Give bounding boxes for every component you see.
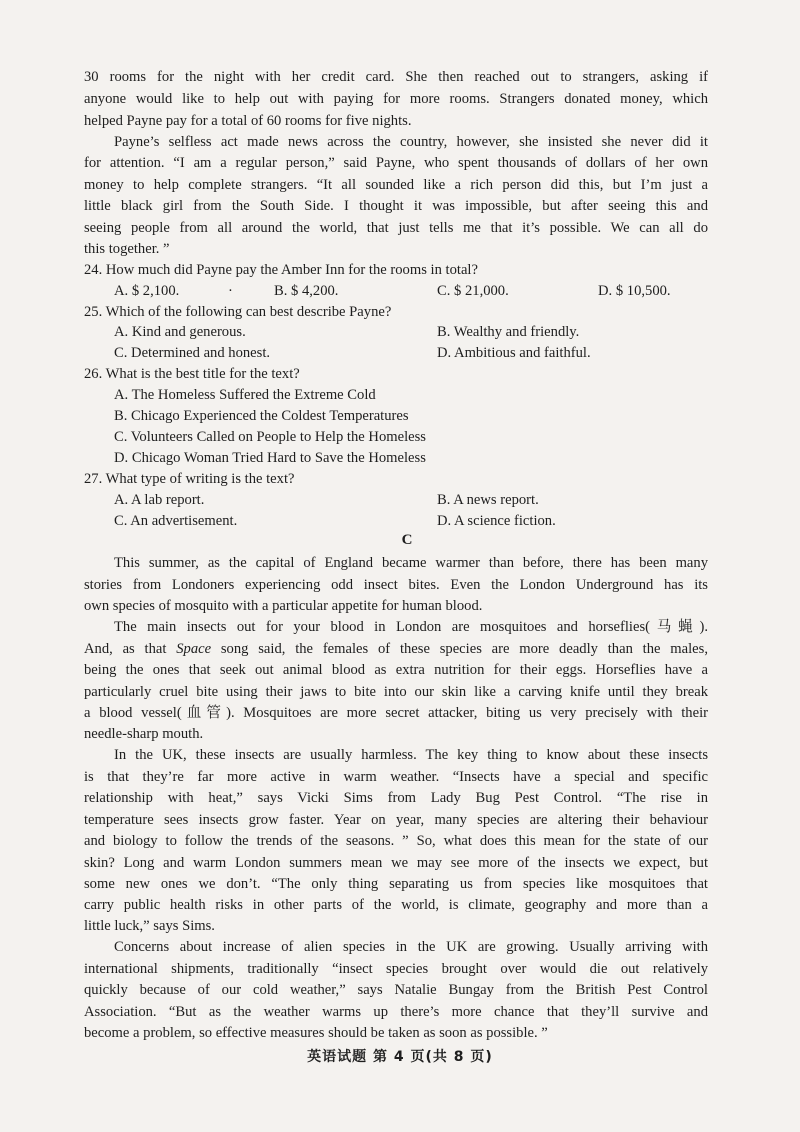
question-25-option-c[interactable]: C. Determined and honest.	[114, 345, 271, 361]
passage-line: little luck,” says Sims.	[84, 918, 215, 934]
passage-line: The main insects out for your blood in London are mosquitoes and horseflies(马蝇).	[114, 619, 708, 635]
passage-line: Payne’s selfless act made news across the country, however, she insisted she never did it	[114, 134, 708, 150]
question-27-option-a[interactable]: A. A lab report.	[114, 492, 205, 508]
question-24-option-a[interactable]: A. $ 2,100.	[114, 283, 180, 299]
passage-line: little black girl from the South Side. I thought it was impossible, but after seeing this and	[84, 198, 708, 214]
question-27-option-c[interactable]: C. An advertisement.	[114, 513, 238, 529]
passage-line: for attention. “I am a regular person,” said Payne, who spent thousands of dollars of her own	[84, 155, 708, 171]
question-26-option-a[interactable]: A. The Homeless Suffered the Extreme Cold	[114, 387, 376, 403]
question-25-option-a[interactable]: A. Kind and generous.	[114, 324, 246, 340]
question-24-option-b[interactable]: B. $ 4,200.	[274, 283, 339, 299]
passage-line: is that they’re far more active in warm weather. “Insects have a special and specific	[84, 769, 708, 785]
passage-line: and biology to follow the trends of the seasons. ” So, what does this mean for the state of our	[84, 833, 708, 849]
passage-line: skin? Long and warm London summers mean we may see more of the insects we expect, but	[84, 855, 708, 871]
question-26-option-d[interactable]: D. Chicago Woman Tried Hard to Save the Homeless	[114, 450, 426, 466]
passage-line: some new ones we don’t. “The only thing separating us from species like mosquitoes that	[84, 876, 708, 892]
question-25-option-d[interactable]: D. Ambitious and faithful.	[437, 345, 591, 361]
passage-line: money to help complete strangers. “It all sounded like a rich person did this, but I’m just a	[84, 177, 708, 193]
question-27-stem: 27. What type of writing is the text?	[84, 471, 295, 487]
passage-line: own species of mosquito with a particular appetite for human blood.	[84, 598, 483, 614]
passage-line: become a problem, so effective measures should be taken as soon as possible. ”	[84, 1025, 548, 1041]
question-25-stem: 25. Which of the following can best describe Payne?	[84, 304, 392, 320]
passage-line: helped Payne pay for a total of 60 rooms for five nights.	[84, 113, 412, 129]
page-footer: 英语试题 第 4 页(共 8 页)	[307, 1049, 493, 1065]
passage-line: And, as that Space song said, the females of these species are more deadly than the males,	[84, 641, 708, 657]
question-26-option-c[interactable]: C. Volunteers Called on People to Help the Homeless	[114, 429, 426, 445]
passage-line: being the ones that seek out animal blood as extra nutrition for their eggs. Horseflies have a	[84, 662, 708, 678]
passage-line: In the UK, these insects are usually harmless. The key thing to know about these insects	[114, 747, 708, 763]
passage-line: 30 rooms for the night with her credit card. She then reached out to strangers, asking if	[84, 69, 708, 85]
question-27-option-d[interactable]: D. A science fiction.	[437, 513, 556, 529]
passage-line: carry public health risks in other parts of the world, is climate, geography and more than a	[84, 897, 708, 913]
passage-line: temperature sees insects grow faster. Year on year, many species are altering their behaviour	[84, 812, 708, 828]
passage-line: stories from Londoners experiencing odd insect bites. Even the London Underground has its	[84, 577, 708, 593]
passage-line: anyone would like to help out with paying for more rooms. Strangers donated money, which	[84, 91, 708, 107]
passage-line: This summer, as the capital of England became warmer than before, there has been many	[114, 555, 708, 571]
section-heading: C	[401, 532, 413, 548]
passage-line: a blood vessel(血管). Mosquitoes are more secret attacker, biting us very precisely with their	[84, 705, 708, 721]
question-24-stem: 24. How much did Payne pay the Amber Inn for the rooms in total?	[84, 262, 478, 278]
passage-line: needle-sharp mouth.	[84, 726, 204, 742]
passage-line: quickly because of our cold weather,” says Natalie Bungay from the British Pest Control	[84, 982, 708, 998]
passage-line: particularly cruel bite using their jaws to bite into our skin like a carving knife until they break	[84, 684, 708, 700]
question-25-option-b[interactable]: B. Wealthy and friendly.	[437, 324, 580, 340]
passage-line: Concerns about increase of alien species in the UK are growing. Usually arriving with	[114, 939, 708, 955]
passage-line: seeing people from all around the world, that just tells me that it’s possible. We can all do	[84, 220, 708, 236]
passage-line: this together. ”	[84, 241, 170, 257]
question-24-option-d[interactable]: D. $ 10,500.	[598, 283, 671, 299]
question-26-option-b[interactable]: B. Chicago Experienced the Coldest Temperatures	[114, 408, 409, 424]
question-24-option-c[interactable]: C. $ 21,000.	[437, 283, 509, 299]
passage-line: international shipments, traditionally “insect species brought over would die out relatively	[84, 961, 708, 977]
passage-line: relationship with heat,” says Vicki Sims from Lady Bug Pest Control. “The rise in	[84, 790, 708, 806]
question-27-option-b[interactable]: B. A news report.	[437, 492, 539, 508]
question-24-option-dot: ·	[228, 283, 233, 299]
passage-line: Association. “But as the weather warms up there’s more chance that they’ll survive and	[84, 1004, 708, 1020]
question-26-stem: 26. What is the best title for the text?	[84, 366, 300, 382]
